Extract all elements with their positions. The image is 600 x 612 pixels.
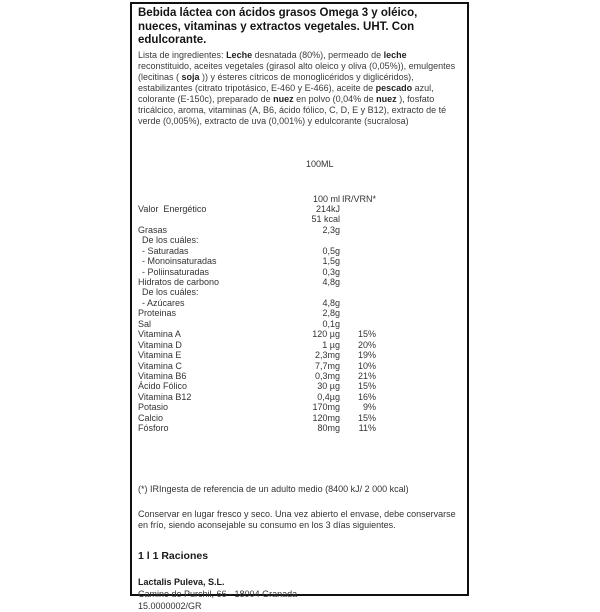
- table-row: [138, 308, 461, 318]
- nutrient-pct: [340, 287, 376, 297]
- table-row: [138, 277, 461, 287]
- serving-size: 100ML: [306, 158, 334, 169]
- nutrient-value: 0,4µg: [317, 391, 340, 402]
- nutrient-pct: 9%: [362, 402, 376, 413]
- nutrient-name: Vitamina B6: [138, 370, 187, 381]
- table-row: [138, 402, 461, 412]
- nutrient-pct: [340, 277, 376, 287]
- table-row: [138, 361, 461, 371]
- nutrient-value: 2,3mg: [314, 350, 340, 361]
- nutrient-value: 120mg: [312, 412, 340, 423]
- nutrition-header-row: [138, 194, 461, 204]
- nutrient-name: Hidratos de carbono: [138, 277, 220, 287]
- table-row: [138, 246, 461, 256]
- table-row: [138, 381, 461, 391]
- nutrient-pct: 15%: [357, 381, 376, 392]
- servings-info: 1 l 1 Raciones: [138, 549, 209, 562]
- allergen-pescado: pescado: [375, 82, 413, 93]
- table-row: [138, 214, 461, 224]
- nutrient-value: 2,8g: [322, 308, 340, 319]
- nutrient-value: 4,8g: [322, 297, 340, 308]
- manufacturer-registration: 15.0000002/GR: [138, 600, 202, 611]
- ingredients-text: desnatada (80%), permeado de: [252, 49, 384, 60]
- ingredients-text: azul, colorante (E-150c), preparado de: [138, 82, 434, 104]
- table-row: [138, 371, 461, 381]
- nutrient-name: Ácido Fólico: [138, 381, 188, 392]
- table-row: [138, 329, 461, 339]
- product-label: [130, 2, 469, 611]
- nutrient-pct: 20%: [357, 339, 376, 350]
- nutrient-pct: [340, 214, 376, 224]
- nutrient-value: 0,3g: [322, 266, 340, 277]
- nutrient-pct: 16%: [357, 391, 376, 402]
- nutrient-value: 0,5g: [322, 245, 340, 256]
- nutrient-value: 1 µg: [322, 339, 340, 350]
- nutrient-name: Valor Energético: [138, 203, 207, 214]
- nutrient-name: Proteinas: [138, 308, 177, 319]
- nutrient-value: [296, 287, 340, 297]
- table-row: [138, 287, 461, 297]
- nutrient-pct: [340, 319, 376, 329]
- allergen-nuez: nuez: [273, 93, 294, 104]
- column-header-ri: IR/VRN*: [341, 193, 376, 204]
- nutrient-pct: 11%: [358, 423, 376, 434]
- nutrient-pct: [340, 267, 376, 277]
- nutrient-value: 2,3g: [322, 224, 340, 235]
- nutrient-name: Sal: [138, 318, 152, 329]
- table-row: [138, 267, 461, 277]
- nutrient-pct: [340, 204, 376, 214]
- nutrient-name: Vitamina D: [138, 339, 182, 350]
- nutrient-pct: [340, 256, 376, 266]
- nutrient-name: - Saturadas: [142, 245, 189, 256]
- nutrient-value: 0,3mg: [314, 370, 340, 381]
- column-header-amount: 100 ml: [312, 193, 340, 204]
- ingredients-text: en polvo (0,04% de: [293, 93, 377, 104]
- nutrient-name: Vitamina A: [138, 329, 181, 340]
- nutrient-pct: [340, 298, 376, 308]
- nutrient-pct: 21%: [357, 370, 376, 381]
- nutrient-value: 80mg: [317, 423, 340, 434]
- nutrient-name: Vitamina B12: [138, 391, 192, 402]
- nutrient-pct: [340, 235, 376, 245]
- nutrient-value: 170mg: [312, 402, 340, 413]
- nutrient-value: 51 kcal: [311, 214, 340, 225]
- manufacturer-name: Lactalis Puleva, S.L.: [138, 576, 225, 587]
- nutrition-header-spacer: [138, 194, 296, 204]
- nutrient-pct: 15%: [357, 329, 376, 340]
- allergen-soja: soja: [181, 71, 200, 82]
- nutrient-name: Vitamina C: [138, 360, 182, 371]
- table-row: [138, 340, 461, 350]
- table-row: [138, 413, 461, 423]
- nutrient-name: Grasas: [138, 224, 168, 235]
- table-row: [138, 225, 461, 235]
- table-row: [138, 204, 461, 214]
- allergen-leche: leche: [383, 49, 407, 60]
- nutrient-name: - Poliinsaturadas: [142, 266, 210, 277]
- nutrition-table: [138, 194, 461, 434]
- nutrient-name: Fósforo: [138, 423, 169, 434]
- nutrient-name: Calcio: [138, 412, 164, 423]
- storage-instructions: Conservar en lugar fresco y seco. Una vez abierto el envase, debe conservarse en frío, siendo aconsejable su consumo en los 3 días siguientes.: [138, 508, 456, 531]
- nutrient-value: 214kJ: [315, 203, 340, 214]
- nutrient-name: - Monoinsaturadas: [142, 256, 217, 267]
- nutrient-value: [296, 235, 340, 245]
- nutrient-name: De los cuáles:: [142, 287, 199, 298]
- ingredients-text: ), fosfato tricálcico, aroma, vitaminas (A, B6, ácido fólico, C, D, E y B12), extracto de té verde (0,005%), extracto de uva (0,001%) y edulcorante (sucralosa): [138, 93, 447, 126]
- nutrient-pct: 15%: [357, 412, 376, 423]
- nutrient-value: 120 µg: [312, 329, 340, 340]
- nutrient-pct: [340, 246, 376, 256]
- table-row: [138, 350, 461, 360]
- table-row: [138, 319, 461, 329]
- table-row: [138, 235, 461, 245]
- ingredients-text: )) y ésteres cítricos de monoglicéridos y diglicéridos), estabilizantes (citrato tripotásico, E-460 y E-466), aceite de: [138, 71, 414, 93]
- table-row: [138, 298, 461, 308]
- nutrient-pct: [340, 225, 376, 235]
- nutrient-pct: 19%: [357, 350, 376, 361]
- nutrient-value: 4,8g: [322, 277, 340, 287]
- nutrient-pct: [340, 308, 376, 318]
- nutrient-value: 30 µg: [317, 381, 340, 392]
- nutrient-name: Potasio: [138, 402, 169, 413]
- product-title: Bebida láctea con ácidos grasos Omega 3 y oléico, nueces, vitaminas y extractos vegetales. UHT. Con edulcorante.: [138, 7, 418, 46]
- nutrient-value: 0,1g: [322, 318, 340, 329]
- manufacturer-address: Camino de Purchil, 66 - 18004 Granada: [138, 588, 298, 599]
- table-row: [138, 256, 461, 266]
- manufacturer-block: [138, 576, 461, 612]
- nutrient-value: 7,7mg: [314, 360, 340, 371]
- nutrient-pct: 10%: [357, 360, 376, 371]
- nutrient-name: [138, 214, 296, 224]
- ingredients-text: reconstituido, aceites vegetales (girasol alto oleico y oliva (0,05%)), emulgentes (lecitinas (: [138, 60, 456, 82]
- ingredients-text: Lista de ingredientes:: [138, 49, 227, 60]
- allergen-leche: Leche: [226, 49, 253, 60]
- allergen-nuez: nuez: [376, 93, 397, 104]
- nutrient-name: - Azúcares: [142, 297, 185, 308]
- nutrient-value: 1,5g: [322, 256, 340, 267]
- table-row: [138, 392, 461, 402]
- table-row: [138, 423, 461, 433]
- nutrient-name: De los cuáles:: [142, 235, 199, 246]
- ingredients-list: [138, 50, 461, 127]
- reference-intake-footnote: (*) IRIngesta de referencia de un adulto medio (8400 kJ/ 2 000 kcal): [138, 483, 409, 494]
- nutrient-name: Vitamina E: [138, 350, 182, 361]
